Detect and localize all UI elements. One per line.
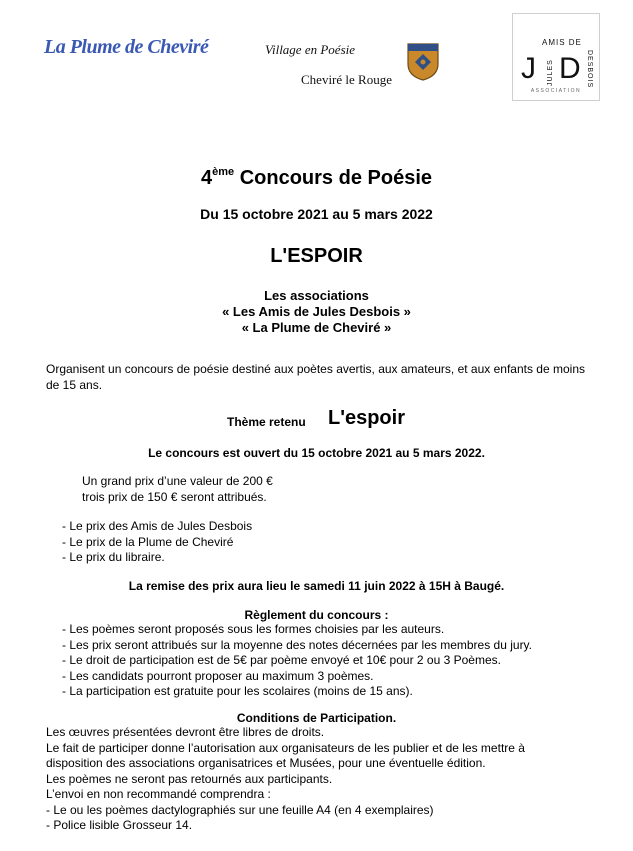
theme-label: Thème retenu bbox=[227, 415, 306, 429]
conditions-line: - Le ou les poèmes dactylographiés sur une feuille A4 (en 4 exemplaires) bbox=[46, 802, 434, 817]
list-item: - La participation est gratuite pour les scolaires (moins de 15 ans). bbox=[62, 684, 413, 698]
association-line: « La Plume de Cheviré » bbox=[241, 320, 392, 335]
prizes-block bbox=[82, 474, 273, 505]
prize-list bbox=[62, 519, 252, 566]
prize-line: Un grand prix d’une valeur de 200 € bbox=[82, 474, 273, 488]
title-ordinal: 4 bbox=[201, 167, 213, 189]
jd-jules-text: JULES bbox=[547, 59, 554, 86]
conditions-text bbox=[46, 725, 596, 834]
rules-list bbox=[62, 622, 532, 700]
jd-letter-d: D bbox=[559, 52, 581, 85]
jd-desbois-text: DESBOIS bbox=[586, 50, 593, 89]
coat-of-arms-icon bbox=[406, 42, 440, 82]
jd-association-text: ASSOCIATION bbox=[530, 88, 582, 94]
list-item: - Les prix seront attribués sur la moyenne des notes décernées par les membres du jury. bbox=[62, 637, 533, 652]
list-item: - Le prix des Amis de Jules Desbois bbox=[62, 519, 253, 533]
theme-heading: L'ESPOIR bbox=[270, 245, 363, 267]
theme-value: L'espoir bbox=[328, 407, 405, 429]
title-text: Concours de Poésie bbox=[239, 167, 432, 189]
jd-letter-j: J bbox=[521, 52, 536, 85]
village-town-text: Cheviré le Rouge bbox=[301, 72, 392, 87]
conditions-title: Conditions de Participation. bbox=[236, 711, 397, 725]
ceremony-notice: La remise des prix aura lieu le samedi 11 juin 2022 à 15H à Baugé. bbox=[128, 579, 505, 593]
title-ordinal-suffix: ème bbox=[212, 166, 235, 178]
jd-amis-text: AMIS DE bbox=[542, 38, 582, 47]
conditions-line: Les poèmes ne seront pas retournés aux participants. bbox=[46, 771, 333, 786]
amis-de-jules-desbois-logo bbox=[512, 13, 600, 101]
association-line: « Les Amis de Jules Desbois » bbox=[222, 304, 411, 319]
village-script-text: Village en Poésie bbox=[265, 42, 356, 57]
association-line: Les associations bbox=[264, 288, 369, 303]
conditions-line: - Police lisible Grosseur 14. bbox=[46, 818, 193, 832]
conditions-line: Les œuvres présentées devront être libres de droits. bbox=[46, 725, 325, 739]
conditions-line: L’envoi en non recommandé comprendra : bbox=[46, 787, 271, 801]
open-notice: Le concours est ouvert du 15 octobre 2021 au 5 mars 2022. bbox=[148, 446, 485, 460]
village-en-poesie-logo bbox=[265, 40, 405, 95]
contest-dates: Du 15 octobre 2021 au 5 mars 2022 bbox=[200, 206, 433, 222]
intro-paragraph: Organisent un concours de poésie destiné aux poètes avertis, aux amateurs, et aux enfants de moins de 15 ans. bbox=[46, 362, 585, 392]
list-item: - Le prix du libraire. bbox=[62, 550, 165, 564]
conditions-line: Le fait de participer donne l’autorisation aux organisateurs de les publier et de les mettre à bbox=[46, 740, 525, 755]
plume-logo: La Plume de Cheviré bbox=[44, 36, 209, 58]
conditions-line: disposition des associations organisatrices et Musées, pour une éventuelle édition. bbox=[46, 756, 486, 770]
rules-title: Règlement du concours : bbox=[244, 608, 389, 622]
list-item: - Les candidats pourront proposer au maximum 3 poèmes. bbox=[62, 668, 374, 683]
list-item: - Le prix de la Plume de Cheviré bbox=[62, 534, 234, 549]
list-item: - Le droit de participation est de 5€ par poème envoyé et 10€ pour 2 ou 3 Poèmes. bbox=[62, 653, 501, 667]
associations-block bbox=[0, 288, 633, 336]
prize-line: trois prix de 150 € seront attribués. bbox=[82, 489, 267, 504]
list-item: - Les poèmes seront proposés sous les formes choisies par les auteurs. bbox=[62, 622, 445, 636]
page-title bbox=[0, 166, 633, 190]
